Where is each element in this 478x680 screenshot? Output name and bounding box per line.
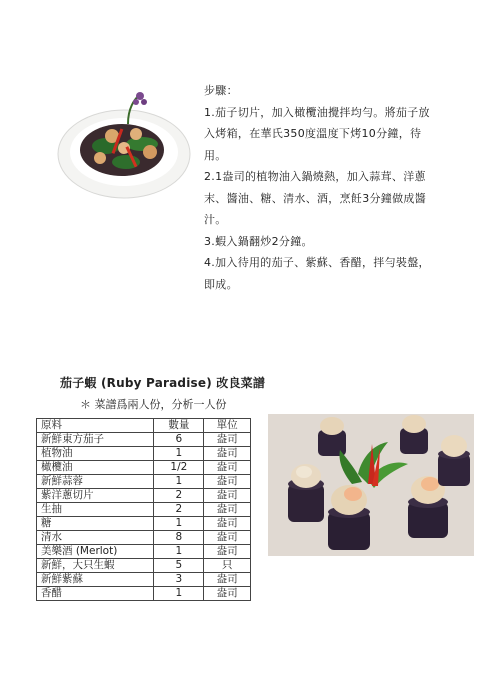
ingredient-table — [36, 418, 251, 601]
ingredient-quantity: 8 — [154, 531, 204, 545]
step-4: 4.加入待用的茄子、紫蘇、香醋，拌勻裝盤，即成。 — [204, 256, 430, 291]
ingredient-unit: 盎司 — [204, 517, 251, 531]
table-row — [37, 489, 251, 503]
ingredient-unit: 盎司 — [204, 433, 251, 447]
table-row — [37, 545, 251, 559]
table-row — [37, 517, 251, 531]
steps-heading: 步驟： — [204, 84, 238, 97]
header-quantity: 數量 — [154, 419, 204, 433]
step-1: 1.茄子切片，加入橄欖油攪拌均勻。將茄子放入烤箱，在華氏350度溫度下烤10分鐘，待用。 — [204, 105, 430, 162]
table-row — [37, 587, 251, 601]
table-row — [37, 433, 251, 447]
step-2: 2.1盎司的植物油入鍋燒熱，加入蒜茸、洋蔥末、醬油、糖、清水、酒，烹飪3分鐘做成醬汁。 — [204, 170, 426, 226]
ingredient-name: 美樂酒 (Merlot) — [37, 545, 154, 559]
dish-photo-plate — [56, 88, 196, 200]
ingredient-unit: 盎司 — [204, 489, 251, 503]
header-unit: 單位 — [204, 419, 251, 433]
header-ingredient: 原料 — [37, 419, 154, 433]
recipe-title: 茄子蝦 (Ruby Paradise) 改良菜譜 — [60, 376, 266, 390]
table-row — [37, 573, 251, 587]
ingredient-unit: 盎司 — [204, 503, 251, 517]
ingredient-name: 香醋 — [37, 587, 154, 601]
table-row — [37, 461, 251, 475]
ingredient-quantity: 1 — [154, 447, 204, 461]
ingredient-name: 新鮮東方茄子 — [37, 433, 154, 447]
table-row — [37, 559, 251, 573]
steps-section — [204, 80, 436, 295]
ingredient-quantity: 1 — [154, 545, 204, 559]
table-row — [37, 447, 251, 461]
ingredient-unit: 盎司 — [204, 475, 251, 489]
ingredient-quantity: 6 — [154, 433, 204, 447]
table-header-row — [37, 419, 251, 433]
ingredient-unit: 盎司 — [204, 587, 251, 601]
table-row — [37, 503, 251, 517]
ingredient-name: 新鮮紫蘇 — [37, 573, 154, 587]
ingredient-name: 糖 — [37, 517, 154, 531]
ingredient-quantity: 3 — [154, 573, 204, 587]
dish-photo-closeup — [268, 414, 474, 556]
ingredient-name: 生抽 — [37, 503, 154, 517]
ingredient-unit: 只 — [204, 559, 251, 573]
ingredient-unit: 盎司 — [204, 447, 251, 461]
ingredient-unit: 盎司 — [204, 531, 251, 545]
ingredient-unit: 盎司 — [204, 545, 251, 559]
ingredient-quantity: 1 — [154, 475, 204, 489]
ingredient-quantity: 5 — [154, 559, 204, 573]
ingredient-quantity: 2 — [154, 503, 204, 517]
ingredient-quantity: 1 — [154, 517, 204, 531]
table-row — [37, 531, 251, 545]
ingredient-name: 紫洋蔥切片 — [37, 489, 154, 503]
ingredient-name: 橄欖油 — [37, 461, 154, 475]
ingredient-name: 清水 — [37, 531, 154, 545]
table-row — [37, 475, 251, 489]
step-3: 3.蝦入鍋翻炒2分鐘。 — [204, 234, 313, 248]
ingredient-quantity: 1/2 — [154, 461, 204, 475]
ingredient-name: 新鮮蒜蓉 — [37, 475, 154, 489]
ingredient-unit: 盎司 — [204, 573, 251, 587]
serving-note: ＊ 菜譜爲兩人份，分析一人份 — [80, 398, 227, 411]
ingredient-unit: 盎司 — [204, 461, 251, 475]
ingredient-quantity: 1 — [154, 587, 204, 601]
ingredient-name: 新鮮，大只生蝦 — [37, 559, 154, 573]
ingredient-name: 植物油 — [37, 447, 154, 461]
ingredient-quantity: 2 — [154, 489, 204, 503]
